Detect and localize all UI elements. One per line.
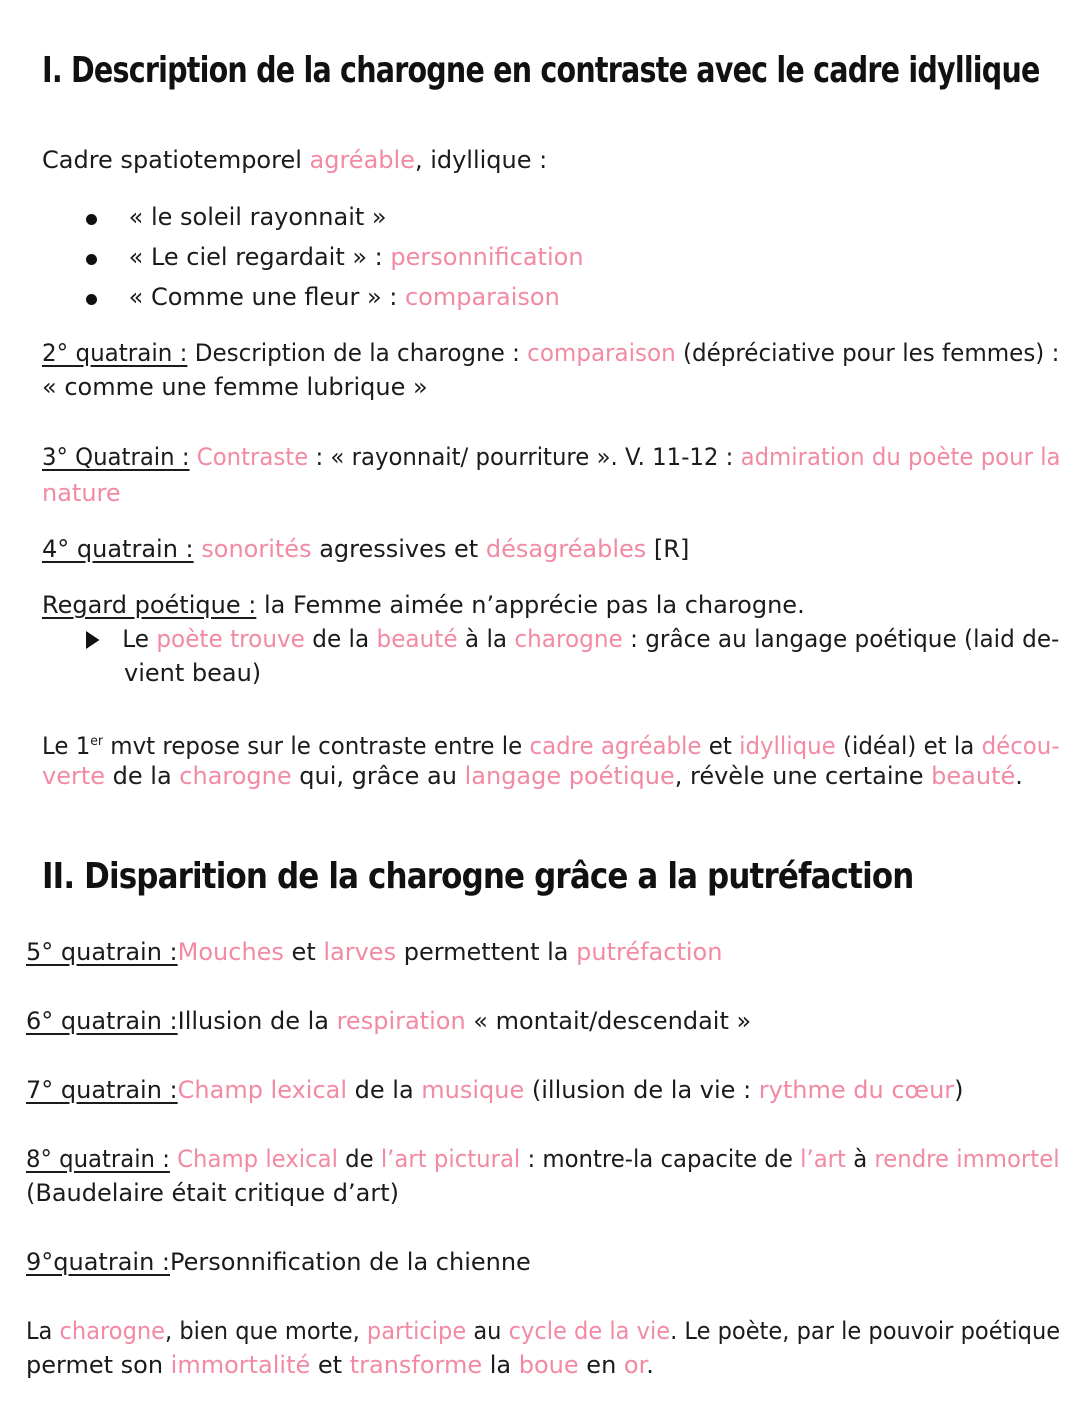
bullet-2: « Le ciel regardait » : personnification — [86, 240, 584, 274]
q4-line: 4° quatrain : sonorités agressives et désagréables [R] — [42, 535, 690, 563]
intro-text: Cadre spatiotemporel — [42, 146, 310, 174]
q9-label: 9°quatrain : — [26, 1248, 170, 1276]
final-line1: La charogne, bien que morte, participe au cycle de la vie. Le poète, par le pouvoir poétique — [26, 1317, 1061, 1345]
q2-line1: 2° quatrain : Description de la charogne : comparaison (dépréciative pour les femmes) : — [42, 339, 1060, 367]
summary-line1: Le 1er mvt repose sur le contraste entre le cadre agréable et idyllique (idéal) et la décou- — [42, 732, 1060, 760]
bullet-3: « Comme une fleur » : comparaison — [86, 280, 560, 314]
q9-line: 9°quatrain :Personnification de la chienne — [26, 1248, 531, 1276]
q6-label: 6° quatrain : — [26, 1007, 178, 1035]
q2-label: 2° quatrain : — [42, 339, 188, 367]
regard-line1: Regard poétique : la Femme aimée n’apprécie pas la charogne. — [42, 591, 805, 619]
bullet-1 — [86, 200, 387, 234]
section2-title: II. Disparition de la charogne grâce a la putréfaction — [42, 856, 914, 897]
q3-label: 3° Quatrain : — [42, 443, 190, 471]
section1-title: I. Description de la charogne en contraste avec le cadre idyllique — [42, 50, 1040, 91]
intro-line — [42, 143, 547, 177]
bullet-dot-icon — [86, 254, 97, 265]
summary-line2: verte de la charogne qui, grâce au langage poétique, révèle une certaine beauté. — [42, 762, 1023, 790]
q3-line2: nature — [42, 479, 121, 507]
bullet-highlight: personnification — [390, 243, 584, 271]
q5-label: 5° quatrain : — [26, 938, 178, 966]
q7-line: 7° quatrain :Champ lexical de la musique (illusion de la vie : rythme du cœur) — [26, 1076, 964, 1104]
regard-line3: vient beau) — [124, 659, 262, 687]
final-line2: permet son immortalité et transforme la boue en or. — [26, 1351, 654, 1379]
bullet-highlight: comparaison — [404, 283, 560, 311]
q3-line1: 3° Quatrain : Contraste : « rayonnait/ pourriture ». V. 11-12 : admiration du poète pour la — [42, 443, 1061, 471]
q2-line2: « comme une femme lubrique » — [42, 373, 428, 401]
q4-label: 4° quatrain : — [42, 535, 194, 563]
q6-line: 6° quatrain :Illusion de la respiration « montait/descendait » — [26, 1007, 752, 1035]
q8-line1: 8° quatrain : Champ lexical de l’art pictural : montre-la capacite de l’art à rendre immortel — [26, 1145, 1060, 1173]
regard-line2: Le poète trouve de la beauté à la charogne : grâce au langage poétique (laid de- — [86, 622, 1059, 656]
intro-tail: , idyllique : — [414, 146, 548, 174]
q8-label: 8° quatrain : — [26, 1145, 170, 1173]
bullet-quote: « le soleil rayonnait » — [128, 203, 387, 231]
arrow-icon — [86, 631, 99, 649]
intro-highlight: agréable — [309, 146, 415, 174]
q5-line: 5° quatrain :Mouches et larves permettent la putréfaction — [26, 938, 723, 966]
bullet-quote: « Comme une fleur » — [128, 283, 382, 311]
bullet-dot-icon — [86, 294, 97, 305]
bullet-dot-icon — [86, 214, 97, 225]
regard-label: Regard poétique : — [42, 591, 257, 619]
q7-label: 7° quatrain : — [26, 1076, 178, 1104]
q8-line2: (Baudelaire était critique d’art) — [26, 1179, 399, 1207]
bullet-quote: « Le ciel regardait » — [128, 243, 368, 271]
